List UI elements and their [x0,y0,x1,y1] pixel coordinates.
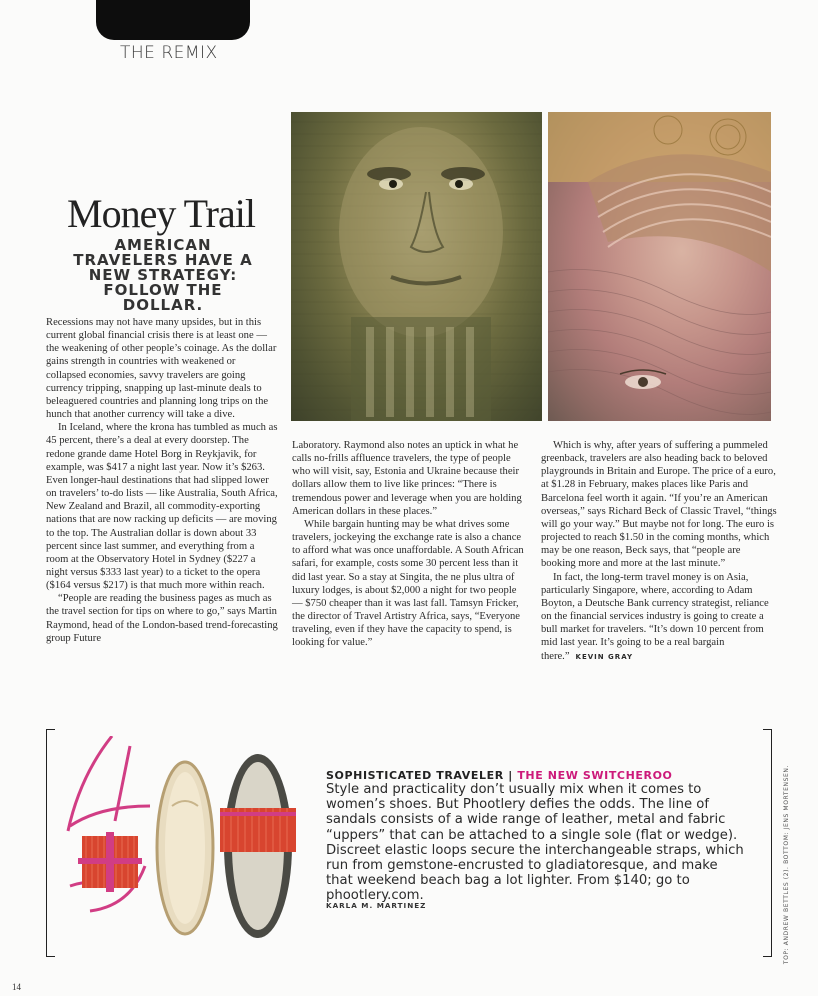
paragraph [541,571,777,664]
paragraph: Recessions may not have many upsides, but in this current global financial crisis there is at least one — the weakening of other people’s coinage. As the dollar gains strength in countries with weakened or collapsed economies, savvy travelers are going currency tripping, snapping up last-minute deals to beleaguered countries and planning long trips on the hunch that another currency will take a dive. [46,317,277,421]
sidebar-byline: KARLA M. MARTINEZ [326,901,427,910]
article-column-2 [292,439,524,650]
engraved-banknote-illustration [291,112,542,421]
photo-credit: TOP: ANDREW BETTLES (2). BOTTOM: JENS MORTENSEN. [783,765,790,965]
pound-note-illustration [548,112,771,421]
article-subtitle: AMERICAN TRAVELERS HAVE A NEW STRATEGY: FOLLOW THE DOLLAR. [73,236,253,314]
paragraph: While bargain hunting may be what drives some travelers, jockeying the exchange rate is also a chance to afford what was once unaffordable. A South African safari, for example, costs some 30 percent less than it did last year. So a stay at Singita, the ne plus ultra of luxury lodges, is about $2,000 a night for two people — $750 cheaper than it was last fall. Tamsyn Fricker, the director of Travel Artistry Africa, says, “Everyone traveling, even if they have the capacity to spend, is looking for value.” [292,518,524,649]
article-column-3 [541,439,777,664]
paragraph: Which is why, after years of suffering a pummeled greenback, travelers are also heading back to beloved playgrounds in Britain and Europe. The price of a euro, at $1.28 in February, makes places like Paris and Barcelona feel worth it again. “If you’re an American overseas,” says Richard Beck of Classic Travel, “things will go your way.” But maybe not for long. The euro is projected to reach $1.50 in the coming months, which may be one reason, Beck says, that “people are booking more and more at the last minute.” [541,440,777,570]
article-byline: KEVIN GRAY [575,652,634,661]
paragraph-text: In fact, the long-term travel money is on Asia, particularly Singapore, where, according to Adam Boyton, a Deutsche Bank currency strategist, reliance on the financial services industry is going to create a bull market for travelers. “It’s down 10 percent from mid last year. It’s going to be a real bargain there.” [541,571,769,662]
right-bracket [763,729,772,957]
section-tab [96,0,250,40]
sidebar-label: SOPHISTICATED TRAVELER [326,769,504,782]
sandals-photo [60,736,305,950]
sandals-illustration [60,736,305,950]
paragraph: In Iceland, where the krona has tumbled as much as 45 percent, there’s a deal at every doorstep. The redone grande dame Hotel Borg in Reykjavik, for example, was $417 a night last year. Now it’s $263. Even longer-haul destinations that had slipped lower on travelers’ to-do lists — like Australia, South Africa, New Zealand and Brazil, all commodity-exporting nations that are now racking up deficits — are moving to the top. The Australian dollar is down about 33 percent since last summer, and everything from a room at the Observatory Hotel in Sydney ($227 a night versus $333 last year) to a ticket to the opera ($164 versus $217) is that much more within reach. [46,422,278,592]
banknote-portrait-photo-right [548,112,771,421]
banknote-portrait-photo-left [291,112,542,421]
left-bracket [46,729,55,957]
paragraph: Laboratory. Raymond also notes an uptick in what he calls no-frills affluence travelers, the type of people who will visit, say, Estonia and Ukraine because their dollars allow them to live like princes: “There is tremendous power and leverage when you are holding American dollars in these places.” [292,440,522,517]
section-label: THE REMIX [120,43,218,63]
page-number: 14 [12,982,21,992]
sidebar-heading [326,769,672,782]
article-column-1 [46,316,278,645]
sidebar-headline: THE NEW SWITCHEROO [517,769,673,782]
paragraph: “People are reading the business pages as much as the travel section for tips on where to go,” says Martin Raymond, head of the London-based trend-forecasting group Future [46,593,278,644]
sidebar-body: Style and practicality don’t usually mix when it comes to women’s shoes. But Phootlery defies the odds. The line of sandals consists of a wide range of leather, metal and fabric “uppers” that can be attached to a single sole (flat or wedge). Discreet elastic loops secure the interchangeable straps, which run from gemstone-encrusted to gladiatoresque, and make that weekend beach bag a lot lighter. From $140; go to phootlery.com. [326,782,744,904]
article-title: Money Trail [67,191,255,236]
sidebar-separator: | [508,769,513,782]
